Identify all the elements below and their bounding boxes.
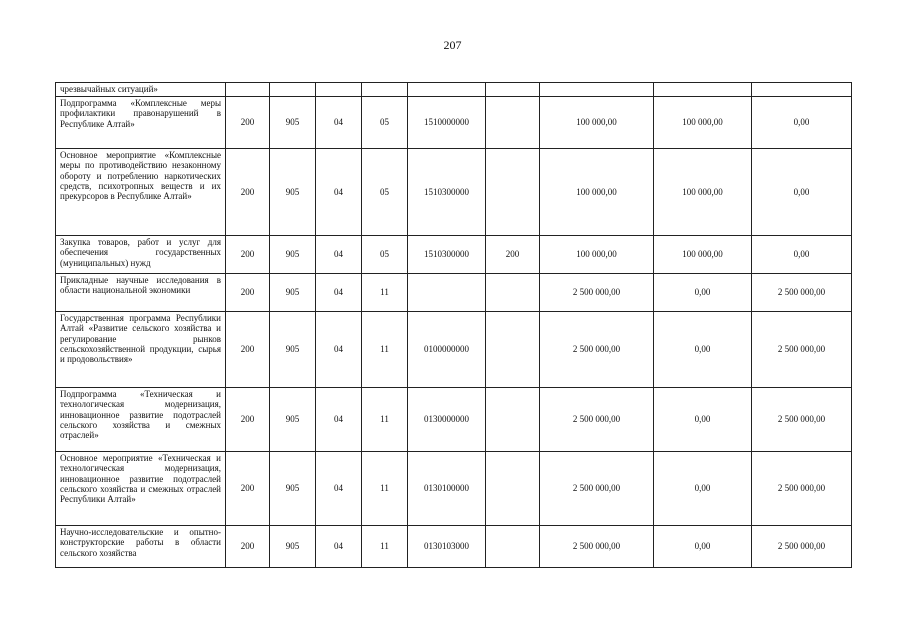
amount-1: 2 500 000,00 [540, 312, 654, 388]
amount-2 [654, 83, 752, 97]
subsection-code: 05 [362, 236, 408, 274]
amount-2: 100 000,00 [654, 149, 752, 236]
grbs-code: 200 [226, 97, 270, 149]
table-row [56, 274, 852, 312]
amount-1: 100 000,00 [540, 97, 654, 149]
section-code: 04 [316, 312, 362, 388]
admin-code: 905 [270, 274, 316, 312]
amount-2: 0,00 [654, 388, 752, 452]
amount-2: 0,00 [654, 274, 752, 312]
target-article-code [408, 83, 486, 97]
expense-type-code: 200 [486, 236, 540, 274]
row-name: Основное мероприятие «Комплексные меры по противодействию незаконному обороту и потреблению наркотических средств, психотропных веществ и их прекурсоров в Республике Алтай» [56, 149, 226, 236]
section-code: 04 [316, 274, 362, 312]
amount-1: 100 000,00 [540, 149, 654, 236]
expense-type-code [486, 452, 540, 526]
admin-code: 905 [270, 312, 316, 388]
amount-2: 0,00 [654, 312, 752, 388]
admin-code: 905 [270, 452, 316, 526]
subsection-code: 11 [362, 526, 408, 568]
amount-3: 0,00 [752, 236, 852, 274]
amount-1: 2 500 000,00 [540, 526, 654, 568]
amount-3 [752, 83, 852, 97]
target-article-code: 1510300000 [408, 236, 486, 274]
subsection-code: 05 [362, 97, 408, 149]
admin-code [270, 83, 316, 97]
admin-code: 905 [270, 97, 316, 149]
section-code: 04 [316, 236, 362, 274]
row-name: чрезвычайных ситуаций» [56, 83, 226, 97]
subsection-code: 05 [362, 149, 408, 236]
target-article-code [408, 274, 486, 312]
amount-2: 0,00 [654, 452, 752, 526]
row-name: Закупка товаров, работ и услуг для обеспечения государственных (муниципальных) нужд [56, 236, 226, 274]
budget-table [55, 82, 852, 568]
target-article-code: 0130100000 [408, 452, 486, 526]
admin-code: 905 [270, 149, 316, 236]
target-article-code: 0100000000 [408, 312, 486, 388]
target-article-code: 1510300000 [408, 149, 486, 236]
grbs-code [226, 83, 270, 97]
table-row [56, 452, 852, 526]
amount-2: 100 000,00 [654, 97, 752, 149]
amount-1: 2 500 000,00 [540, 452, 654, 526]
table-row [56, 312, 852, 388]
expense-type-code [486, 526, 540, 568]
target-article-code: 1510000000 [408, 97, 486, 149]
expense-type-code [486, 274, 540, 312]
subsection-code: 11 [362, 452, 408, 526]
section-code: 04 [316, 97, 362, 149]
grbs-code: 200 [226, 274, 270, 312]
page-number: 207 [443, 38, 462, 52]
admin-code: 905 [270, 388, 316, 452]
section-code: 04 [316, 388, 362, 452]
row-name: Прикладные научные исследования в области национальной экономики [56, 274, 226, 312]
amount-1: 2 500 000,00 [540, 388, 654, 452]
grbs-code: 200 [226, 526, 270, 568]
subsection-code: 11 [362, 312, 408, 388]
amount-3: 2 500 000,00 [752, 312, 852, 388]
expense-type-code [486, 97, 540, 149]
grbs-code: 200 [226, 312, 270, 388]
grbs-code: 200 [226, 149, 270, 236]
section-code: 04 [316, 452, 362, 526]
expense-type-code [486, 388, 540, 452]
subsection-code [362, 83, 408, 97]
amount-3: 2 500 000,00 [752, 388, 852, 452]
admin-code: 905 [270, 526, 316, 568]
subsection-code: 11 [362, 274, 408, 312]
grbs-code: 200 [226, 452, 270, 526]
row-name: Основное мероприятие «Техническая и технологическая модернизация, инновационное развитие подотраслей сельского хозяйства и смежных отраслей Республики Алтай» [56, 452, 226, 526]
budget-table-body [56, 83, 852, 568]
row-name: Научно-исследовательские и опытно-конструкторские работы в области сельского хозяйства [56, 526, 226, 568]
table-row [56, 526, 852, 568]
table-row [56, 83, 852, 97]
target-article-code: 0130103000 [408, 526, 486, 568]
amount-3: 2 500 000,00 [752, 274, 852, 312]
amount-3: 0,00 [752, 97, 852, 149]
section-code [316, 83, 362, 97]
row-name: Государственная программа Республики Алтай «Развитие сельского хозяйства и регулирование рынков сельскохозяйственной продукции, сырья и продовольствия» [56, 312, 226, 388]
amount-1: 2 500 000,00 [540, 274, 654, 312]
row-name: Подпрограмма «Комплексные меры профилактики правонарушений в Республике Алтай» [56, 97, 226, 149]
amount-1: 100 000,00 [540, 236, 654, 274]
target-article-code: 0130000000 [408, 388, 486, 452]
amount-3: 0,00 [752, 149, 852, 236]
table-row [56, 149, 852, 236]
row-name: Подпрограмма «Техническая и технологическая модернизация, инновационное развитие подотраслей сельского хозяйства и смежных отраслей» [56, 388, 226, 452]
amount-3: 2 500 000,00 [752, 526, 852, 568]
amount-2: 100 000,00 [654, 236, 752, 274]
table-row [56, 97, 852, 149]
section-code: 04 [316, 149, 362, 236]
grbs-code: 200 [226, 236, 270, 274]
subsection-code: 11 [362, 388, 408, 452]
expense-type-code [486, 312, 540, 388]
grbs-code: 200 [226, 388, 270, 452]
table-row [56, 388, 852, 452]
amount-3: 2 500 000,00 [752, 452, 852, 526]
section-code: 04 [316, 526, 362, 568]
table-row [56, 236, 852, 274]
amount-1 [540, 83, 654, 97]
amount-2: 0,00 [654, 526, 752, 568]
admin-code: 905 [270, 236, 316, 274]
expense-type-code [486, 83, 540, 97]
expense-type-code [486, 149, 540, 236]
